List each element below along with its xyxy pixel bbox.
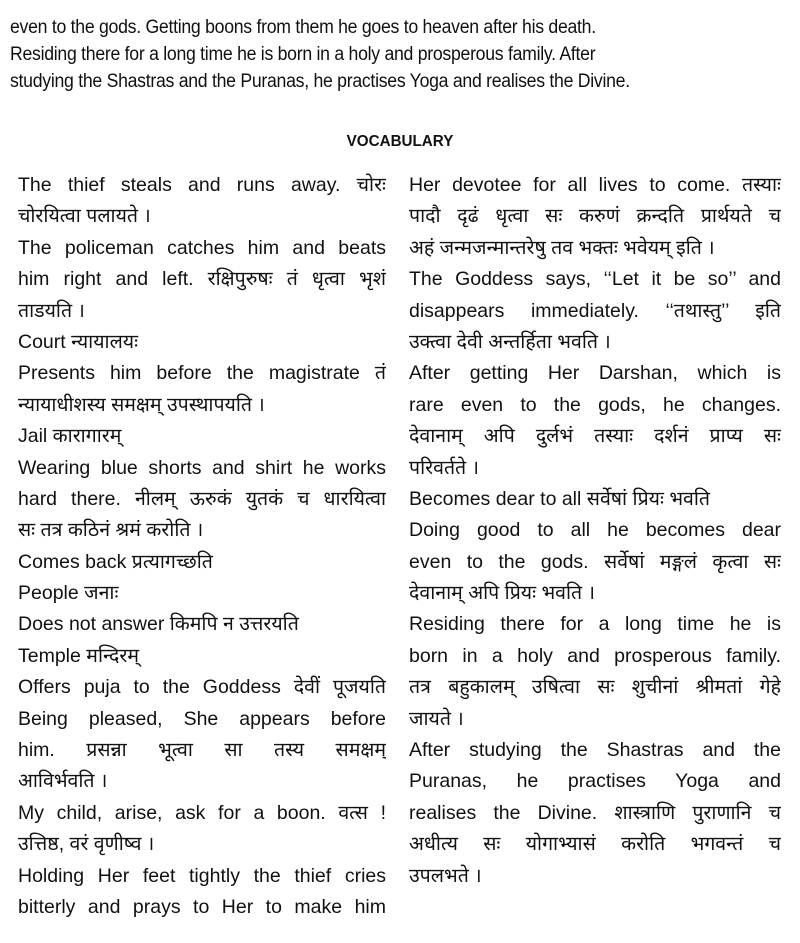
vocabulary-line: The policeman catches him and beats: [18, 236, 386, 259]
vocabulary-line: Court न्यायालयः: [18, 330, 139, 353]
vocabulary-line: तत्र बहुकालम् उषित्वा सः शुचीनां श्रीमतां गेहे: [409, 676, 781, 699]
vocabulary-line: Being pleased, She appears before: [18, 707, 386, 730]
vocabulary-line: People जनाः: [18, 582, 119, 605]
vocabulary-line: अहं जन्मजन्मान्तरेषु तव भक्तः भवेयम् इति ।: [409, 236, 715, 259]
vocabulary-line: even to the gods. सर्वेषां मङ्गलं कृत्वा सः: [409, 550, 781, 573]
vocabulary-left-column: [18, 170, 386, 923]
vocabulary-line: Doing good to all he becomes dear: [409, 519, 781, 542]
vocabulary-line: Her devotee for all lives to come. तस्याः: [409, 174, 781, 196]
vocabulary-line: पादौ दृढं धृत्वा सः करुणं क्रन्दति प्रार्थयते च: [409, 205, 781, 228]
vocabulary-line: Residing there for a long time he is: [409, 613, 781, 636]
vocabulary-line: देवानाम् अपि दुर्लभं तस्याः दर्शनं प्राप्य सः: [409, 425, 781, 448]
vocabulary-line: उक्त्वा देवी अन्तर्हिता भवति ।: [409, 330, 611, 353]
vocabulary-line: disappears immediately. ‘‘तथास्तु’’ इति: [409, 299, 781, 322]
vocabulary-line: The thief steals and runs away. चोरः: [18, 174, 386, 196]
vocabulary-line: Temple मन्दिरम्: [18, 644, 140, 667]
vocabulary-line: आविर्भवति ।: [18, 770, 108, 793]
vocabulary-line: Comes back प्रत्यागच्छति: [18, 550, 213, 573]
vocabulary-line: The Goddess says, ‘‘Let it be so’’ and: [409, 268, 781, 291]
vocabulary-line: Wearing blue shorts and shirt he works: [18, 456, 386, 479]
vocabulary-right-column: [409, 170, 781, 892]
vocabulary-line: After studying the Shastras and the: [409, 739, 781, 762]
vocabulary-line: Jail कारागारम्: [18, 425, 122, 448]
intro-line: even to the gods. Getting boons from them he goes to heaven after his death.: [10, 17, 596, 38]
vocabulary-line: जायते ।: [409, 707, 464, 730]
vocabulary-line: Does not answer किमपि न उत्तरयति: [18, 613, 299, 636]
vocabulary-line: Puranas, he practises Yoga and: [409, 770, 781, 793]
intro-paragraph: [10, 14, 735, 95]
vocabulary-line: Offers puja to the Goddess देवीं पूजयति: [18, 676, 386, 699]
vocabulary-line: realises the Divine. शास्त्राणि पुराणानि च: [409, 801, 781, 824]
vocabulary-line: देवानाम् अपि प्रियः भवति ।: [409, 582, 595, 605]
vocabulary-line: him right and left. रक्षिपुरुषः तं धृत्वा भृशं: [18, 268, 386, 291]
vocabulary-line: परिवर्तते ।: [409, 456, 479, 479]
vocabulary-line: न्यायाधीशस्य समक्षम् उपस्थापयति ।: [18, 393, 265, 416]
vocabulary-line: My child, arise, ask for a boon. वत्स !: [18, 801, 386, 824]
vocabulary-line: उत्तिष्ठ, वरं वृणीष्व ।: [18, 833, 155, 856]
vocabulary-line: bitterly and prays to Her to make him: [18, 895, 386, 918]
vocabulary-line: born in a holy and prosperous family.: [409, 644, 781, 667]
vocabulary-line: After getting Her Darshan, which is: [409, 362, 781, 385]
vocabulary-line: उपलभते ।: [409, 864, 482, 887]
vocabulary-line: Presents him before the magistrate तं: [18, 362, 386, 385]
vocabulary-line: सः तत्र कठिनं श्रमं करोति ।: [18, 519, 204, 542]
section-heading: VOCABULARY: [346, 133, 454, 150]
vocabulary-line: rare even to the gods, he changes.: [409, 393, 781, 416]
vocabulary-line: ताडयति ।: [18, 299, 85, 322]
intro-line: studying the Shastras and the Puranas, he practises Yoga and realises the Divine.: [10, 71, 630, 92]
vocabulary-line: अधीत्य सः योगाभ्यासं करोति भगवन्तं च: [409, 833, 781, 856]
vocabulary-line: Becomes dear to all सर्वेषां प्रियः भवति: [409, 487, 711, 510]
vocabulary-line: चोरयित्वा पलायते ।: [18, 205, 151, 228]
vocabulary-line: hard there. नीलम् ऊरुकं युतकं च धारयित्वा: [18, 487, 386, 510]
vocabulary-line: him. प्रसन्ना भूत्वा सा तस्य समक्षम्: [18, 739, 386, 762]
intro-line: Residing there for a long time he is born in a holy and prosperous family. After: [10, 44, 596, 65]
vocabulary-line: Holding Her feet tightly the thief cries: [18, 864, 386, 887]
